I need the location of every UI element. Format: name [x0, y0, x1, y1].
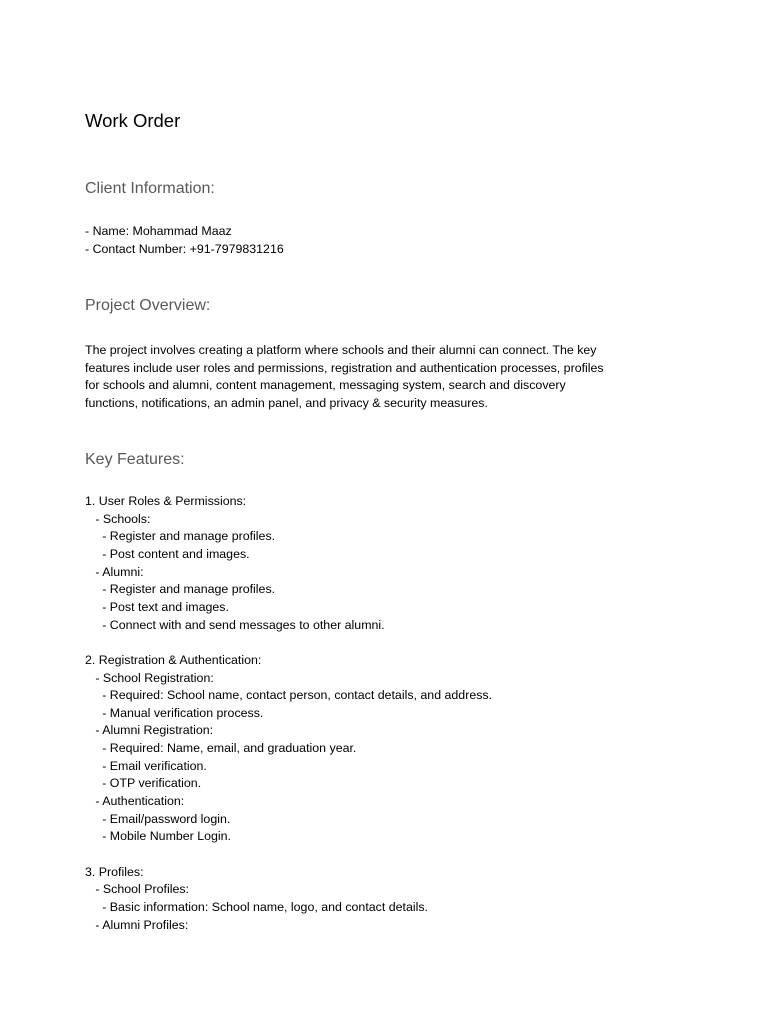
feature-line: 1. User Roles & Permissions: — [85, 494, 247, 508]
feature-line: - Alumni Registration: — [85, 723, 214, 738]
feature-line: - Required: Name, email, and graduation year. — [85, 741, 357, 756]
feature-line: - Alumni Profiles: — [85, 917, 189, 932]
feature-line: - Manual verification process. — [85, 705, 264, 720]
key-features-heading: Key Features: — [85, 451, 185, 468]
project-overview-paragraph: The project involves creating a platform where schools and their alumni can connect. The key features include user roles and permissions, registration and authentication processes, profiles for schools and alumni, content management, messaging system, search and discovery functions, notifications, an admin panel, and privacy & security measures. — [85, 343, 604, 410]
feature-line: - Alumni: — [85, 564, 144, 579]
project-overview-heading: Project Overview: — [85, 297, 211, 314]
feature-line: 3. Profiles: — [85, 864, 144, 879]
feature-line: - Email verification. — [85, 758, 207, 773]
feature-line: - Post content and images. — [85, 546, 250, 561]
feature-line: - Post text and images. — [85, 599, 229, 614]
client-name-line: - Name: Mohammad Maaz — [85, 224, 232, 238]
feature-line: - Register and manage profiles. — [85, 529, 276, 544]
feature-line: 2. Registration & Authentication: — [85, 652, 262, 667]
feature-line: - School Registration: — [85, 670, 214, 685]
feature-line: - Register and manage profiles. — [85, 582, 276, 597]
feature-line: - Required: School name, contact person, contact details, and address. — [85, 688, 493, 703]
feature-line: - Mobile Number Login. — [85, 829, 231, 844]
feature-line: - OTP verification. — [85, 776, 202, 791]
client-contact-line: - Contact Number: +91-7979831216 — [85, 242, 284, 256]
feature-line: - Email/password login. — [85, 811, 231, 826]
feature-line: - Schools: — [85, 511, 151, 526]
feature-line: - Authentication: — [85, 794, 185, 809]
feature-line: - School Profiles: — [85, 882, 189, 897]
feature-line: - Basic information: School name, logo, and contact details. — [85, 899, 428, 914]
document-title: Work Order — [85, 110, 181, 131]
feature-line: - Connect with and send messages to other alumni. — [85, 617, 385, 632]
client-information-heading: Client Information: — [85, 180, 215, 197]
